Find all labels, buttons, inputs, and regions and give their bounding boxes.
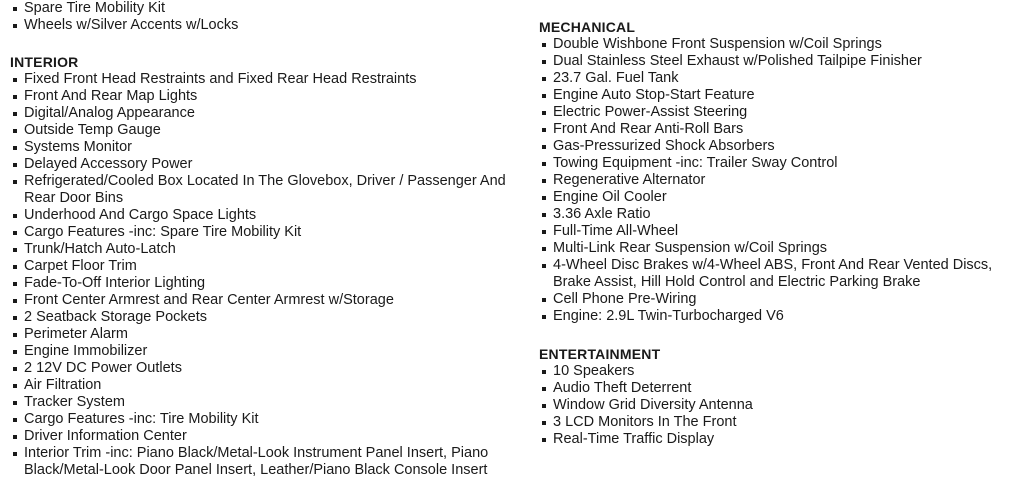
list-item: Regenerative Alternator [539, 172, 1019, 189]
list-item: 4-Wheel Disc Brakes w/4-Wheel ABS, Front And Rear Vented Discs, Brake Assist, Hill Hold Control and Electric Parking Brake [539, 257, 1019, 291]
section-spacer [10, 34, 520, 52]
list-item: Engine Immobilizer [10, 343, 520, 360]
list-item: Fixed Front Head Restraints and Fixed Rear Head Restraints [10, 71, 520, 88]
list-item: 2 Seatback Storage Pockets [10, 309, 520, 326]
mechanical-heading: MECHANICAL [539, 19, 636, 35]
list-item: Multi-Link Rear Suspension w/Coil Springs [539, 240, 1019, 257]
list-item: 10 Speakers [539, 363, 1019, 380]
list-item: Cell Phone Pre-Wiring [539, 291, 1019, 308]
mechanical-list [539, 36, 1019, 325]
list-item: Window Grid Diversity Antenna [539, 397, 1019, 414]
entertainment-section [539, 344, 1019, 448]
right-column [539, 17, 1019, 448]
list-item: Front And Rear Anti-Roll Bars [539, 121, 1019, 138]
list-item: Engine Auto Stop-Start Feature [539, 87, 1019, 104]
list-item: Tracker System [10, 394, 520, 411]
list-item: Interior Trim -inc: Piano Black/Metal-Look Instrument Panel Insert, Piano Black/Metal-Look Door Panel Insert, Leather/Piano Black Console Insert [10, 445, 520, 479]
list-item: Perimeter Alarm [10, 326, 520, 343]
list-item: Real-Time Traffic Display [539, 431, 1019, 448]
entertainment-heading: ENTERTAINMENT [539, 346, 661, 362]
interior-list [10, 71, 520, 479]
list-item: Fade-To-Off Interior Lighting [10, 275, 520, 292]
list-item: Refrigerated/Cooled Box Located In The Glovebox, Driver / Passenger And Rear Door Bins [10, 173, 520, 207]
list-item: Underhood And Cargo Space Lights [10, 207, 520, 224]
list-item: Engine Oil Cooler [539, 189, 1019, 206]
list-item: 23.7 Gal. Fuel Tank [539, 70, 1019, 87]
list-item: Systems Monitor [10, 139, 520, 156]
list-item: Driver Information Center [10, 428, 520, 445]
list-item: Double Wishbone Front Suspension w/Coil Springs [539, 36, 1019, 53]
list-item: Full-Time All-Wheel [539, 223, 1019, 240]
list-item: Carpet Floor Trim [10, 258, 520, 275]
list-item: Outside Temp Gauge [10, 122, 520, 139]
entertainment-list [539, 363, 1019, 448]
list-item: Trunk/Hatch Auto-Latch [10, 241, 520, 258]
list-item: Gas-Pressurized Shock Absorbers [539, 138, 1019, 155]
list-item: Front Center Armrest and Rear Center Armrest w/Storage [10, 292, 520, 309]
interior-section [10, 52, 520, 479]
list-item: 3.36 Axle Ratio [539, 206, 1019, 223]
list-item: Electric Power-Assist Steering [539, 104, 1019, 121]
list-item: Dual Stainless Steel Exhaust w/Polished Tailpipe Finisher [539, 53, 1019, 70]
list-item: Cargo Features -inc: Spare Tire Mobility Kit [10, 224, 520, 241]
exterior-continued-list [10, 0, 520, 34]
mechanical-section [539, 17, 1019, 325]
list-item: Wheels w/Silver Accents w/Locks [10, 17, 520, 34]
list-item: Cargo Features -inc: Tire Mobility Kit [10, 411, 520, 428]
left-column [10, 0, 520, 479]
interior-heading: INTERIOR [10, 54, 79, 70]
list-item: Delayed Accessory Power [10, 156, 520, 173]
section-spacer [539, 325, 1019, 344]
list-item: Air Filtration [10, 377, 520, 394]
list-item: Towing Equipment -inc: Trailer Sway Control [539, 155, 1019, 172]
list-item: 3 LCD Monitors In The Front [539, 414, 1019, 431]
list-item: 2 12V DC Power Outlets [10, 360, 520, 377]
list-item: Engine: 2.9L Twin-Turbocharged V6 [539, 308, 1019, 325]
list-item: Digital/Analog Appearance [10, 105, 520, 122]
list-item: Spare Tire Mobility Kit [10, 0, 520, 17]
list-item: Front And Rear Map Lights [10, 88, 520, 105]
list-item: Audio Theft Deterrent [539, 380, 1019, 397]
